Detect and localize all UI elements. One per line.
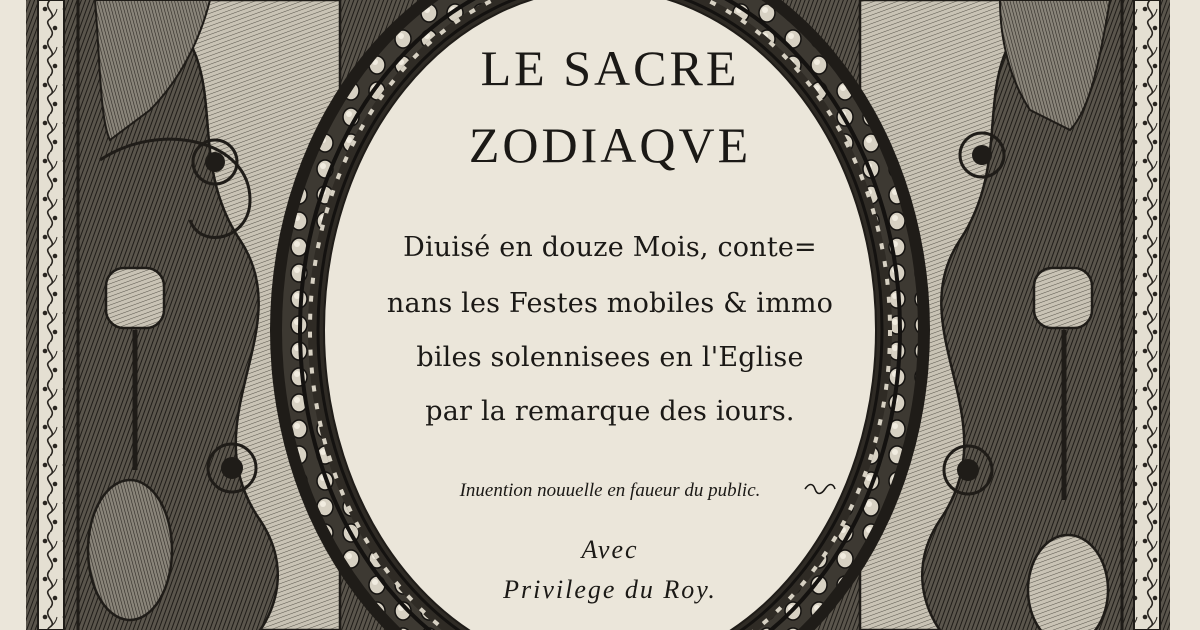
privilege-line-2: Privilege du Roy. [503,575,717,604]
fruit-festoon-right [1028,535,1108,630]
title-line-1: LE SACRE [480,40,740,96]
cartouche-text [340,0,880,630]
body-line-3: biles solennisees en l'Eglise [416,342,804,373]
body-line-4: par la remarque des iours. [425,396,795,427]
body-line-1: Diuisé en douze Mois, conte= [403,232,817,263]
title-line-2: ZODIAQVE [468,117,752,173]
privilege-line-1: Avec [581,535,639,564]
mask-bracket-right [1034,268,1092,328]
invention-note: Inuention nouuelle en faueur du public. [459,480,761,501]
vine-border-right [1134,0,1160,630]
mask-bracket-left [106,268,164,328]
body-line-2: nans les Festes mobiles & immo [386,288,834,319]
fruit-festoon-left [88,480,172,620]
vine-border-left [38,0,64,630]
